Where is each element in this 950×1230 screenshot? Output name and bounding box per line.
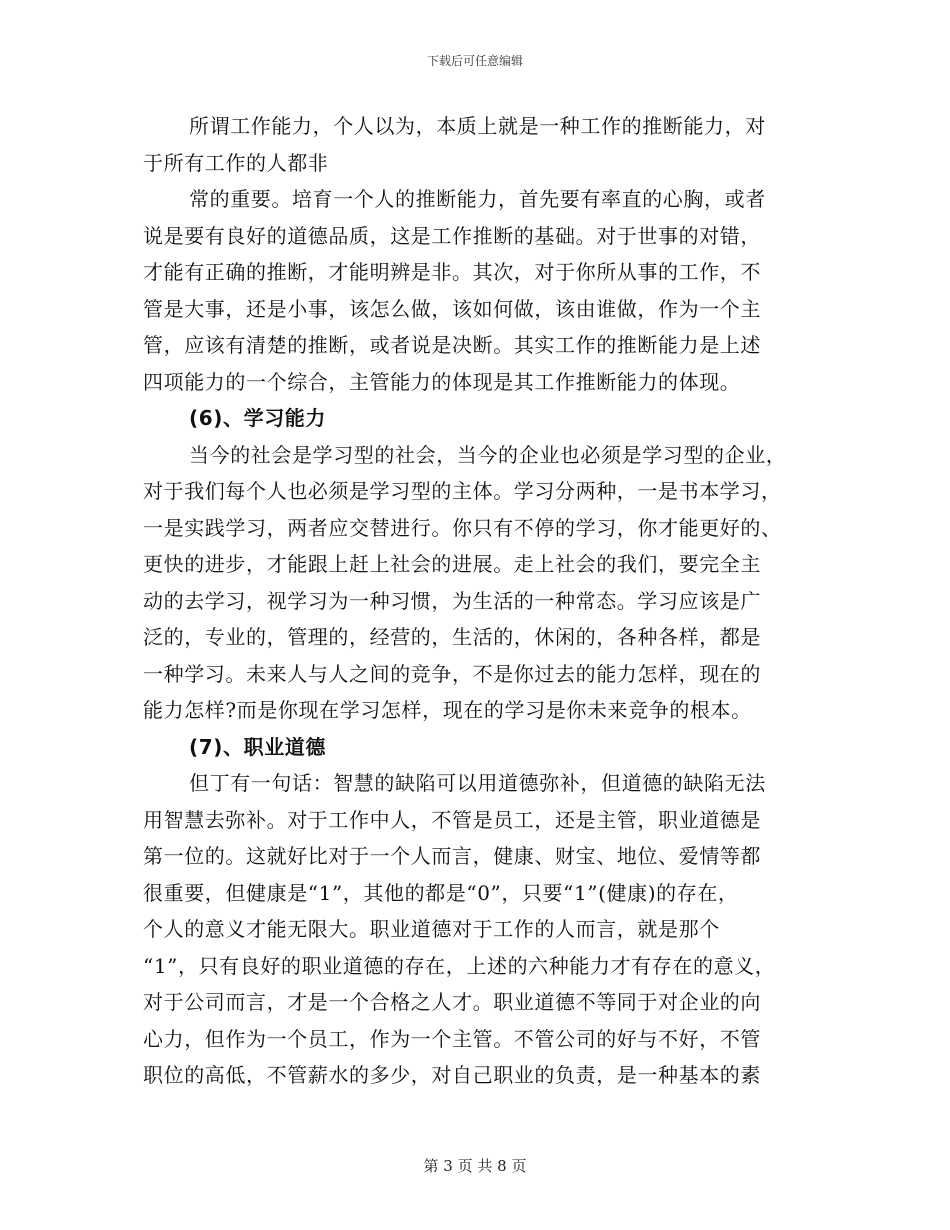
paragraph-line: 对于公司而言，才是一个合格之人才。职业道德不等同于对企业的向: [143, 990, 761, 1014]
paragraph-line: 很重要，但健康是“1”，其他的都是“0”，只要“1”(健康)的存在，: [143, 880, 739, 905]
paragraph-line: 管，应该有清楚的推断，或者说是决断。其实工作的推断能力是上述: [143, 333, 761, 357]
paragraph-line: 当今的社会是学习型的社会，当今的企业也必须是学习型的企业，: [189, 442, 787, 467]
page-header: 下载后可任意编辑: [426, 54, 523, 68]
paragraph-line: 但丁有一句话：智慧的缺陷可以用道德弥补，但道德的缺陷无法: [189, 771, 766, 795]
page-footer: 第 3 页 共 8 页: [423, 1157, 527, 1175]
paragraph-line: 说是要有良好的道德品质，这是工作推断的基础。对于世事的对错，: [143, 223, 761, 248]
paragraph-line: 职位的高低，不管薪水的多少，对自己职业的负责，是一种基本的素: [143, 1063, 761, 1087]
paragraph-line: 管是大事，还是小事，该怎么做，该如何做，该由谁做，作为一个主: [143, 296, 761, 321]
paragraph-line: 四项能力的一个综合，主管能力的体现是其工作推断能力的体现。: [143, 369, 741, 394]
paragraph-line: 于所有工作的人都非: [143, 150, 329, 175]
paragraph-line: 才能有正确的推断，才能明辨是非。其次，对于你所从事的工作，不: [143, 260, 761, 284]
paragraph-line: 动的去学习，视学习为一种习惯，为生活的一种常态。学习应该是广: [143, 588, 761, 613]
paragraph-line: 能力怎样?而是你现在学习怎样，现在的学习是你未来竞争的根本。: [143, 698, 752, 722]
paragraph-line: 对于我们每个人也必须是学习型的主体。学习分两种，一是书本学习，: [143, 479, 782, 503]
paragraph-line: 泛的，专业的，管理的，经营的，生活的，休闲的，各种各样，都是: [143, 625, 761, 649]
paragraph-line: “1”，只有良好的职业道德的存在，上述的六种能力才有存在的意义，: [143, 953, 776, 978]
paragraph-line: 个人的意义才能无限大。职业道德对于工作的人而言，就是那个: [143, 917, 720, 941]
section-heading-ethics: (7)、职业道德: [189, 734, 326, 759]
paragraph-line: 常的重要。培育一个人的推断能力，首先要有率直的心胸，或者: [189, 187, 766, 211]
paragraph-line: 用智慧去弥补。对于工作中人，不管是员工，还是主管，职业道德是: [143, 807, 761, 832]
section-heading-learning: (6)、学习能力: [189, 406, 326, 430]
paragraph-line: 一种学习。未来人与人之间的竞争，不是你过去的能力怎样，现在的: [143, 661, 761, 686]
document-body: [143, 108, 813, 1094]
paragraph-line: 一是实践学习，两者应交替进行。你只有不停的学习，你才能更好的、: [143, 515, 782, 540]
paragraph-line: 心力，但作为一个员工，作为一个主管。不管公司的好与不好，不管: [143, 1026, 761, 1051]
paragraph-line: 更快的进步，才能跟上赶上社会的进展。走上社会的我们，要完全主: [143, 552, 761, 576]
paragraph-line: 所谓工作能力，个人以为，本质上就是一种工作的推断能力，对: [189, 114, 766, 138]
paragraph-line: 第一位的。这就好比对于一个人而言，健康、财宝、地位、爱情等都: [143, 844, 761, 868]
